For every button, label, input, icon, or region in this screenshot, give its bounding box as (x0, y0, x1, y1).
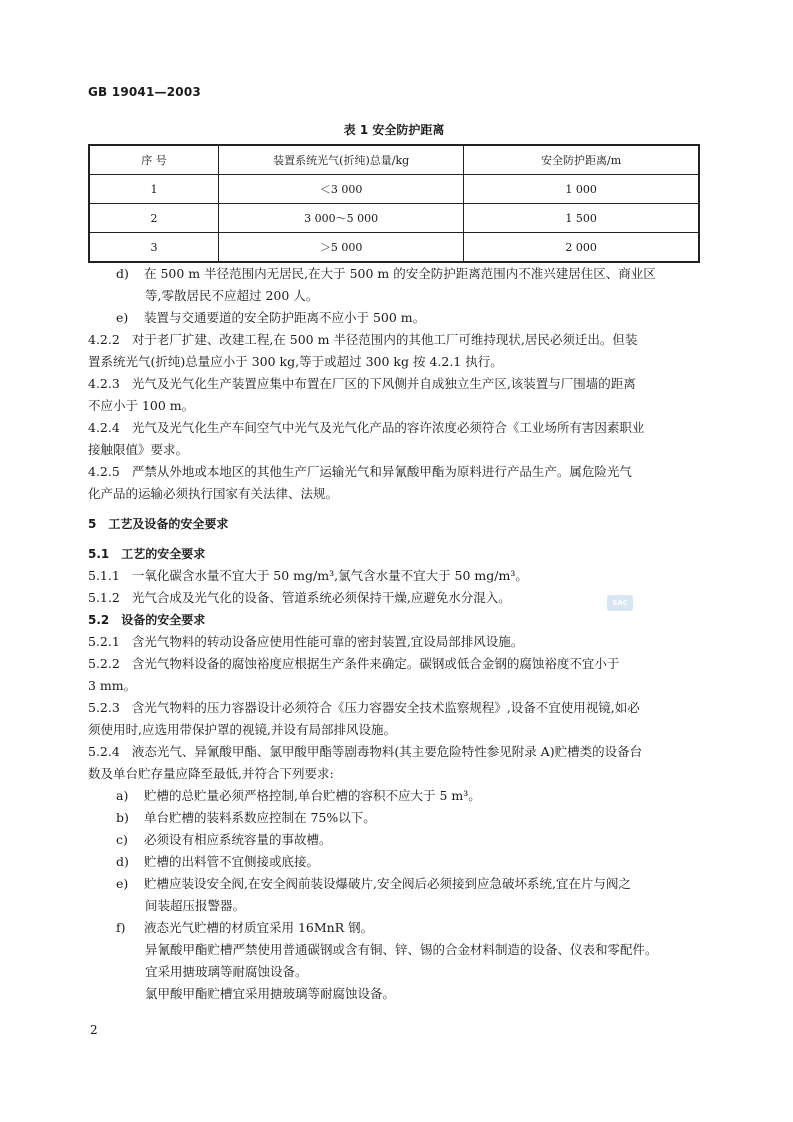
list-label: d) (116, 266, 129, 281)
table-cell: 2 000 (464, 233, 699, 263)
list-text: 单台贮槽的装料系数应控制在 75%以下。 (144, 810, 376, 825)
clause-text: 含光气物料的转动设备应使用性能可靠的密封装置,宜设局部排风设施。 (131, 634, 524, 649)
table-cell: 3 000～5 000 (219, 204, 464, 233)
list-text: 贮槽应装设安全阀,在安全阀前装设爆破片,安全阀后必须接到应急破坏系统,宜在片与阀之 (144, 876, 631, 891)
clause-number: 5.2.4 (88, 744, 120, 759)
document-body (88, 263, 700, 1005)
list-item-f-continuation: 异氰酸甲酯贮槽严禁使用普通碳钢或含有铜、锌、锡的合金材料制造的设备、仪表和零配件。 (145, 942, 658, 957)
clause-text: 一氧化碳含水量不宜大于 50 mg/m³,氯气含水量不宜大于 50 mg/m³。 (131, 568, 528, 583)
clause-5-2-1 (88, 631, 700, 653)
column-header: 安全防护距离/m (464, 145, 699, 175)
clause-text: 对于老厂扩建、改建工程,在 500 m 半径范围内的其他工厂可维持现状,居民必须迁出。但装 (131, 332, 638, 347)
table-header-row (89, 145, 699, 175)
clause-text: 光气及光气化生产车间空气中光气及光气化产品的容许浓度必须符合《工业场所有害因素职业 (131, 420, 645, 435)
list-item-f-continuation: 宜采用搪玻璃等耐腐蚀设备。 (145, 964, 308, 979)
clause-text: 液态光气、异氰酸甲酯、氯甲酸甲酯等剧毒物料(其主要危险特性参见附录 A)贮槽类的设备台 (131, 744, 643, 759)
list-text: 贮槽的总贮量必须严格控制,单台贮槽的容积不应大于 5 m³。 (144, 788, 481, 803)
clause-5-2-2 (88, 653, 700, 675)
column-header: 序 号 (89, 145, 219, 175)
clause-text: 含光气物料设备的腐蚀裕度应根据生产条件来确定。碳钢或低合金钢的腐蚀裕度不宜小于 (131, 656, 620, 671)
clause-continuation: 接触限值》要求。 (88, 442, 189, 457)
clause-5-2-4 (88, 741, 700, 763)
section-number: 5.2 (88, 613, 110, 627)
clause-number: 5.1.2 (88, 590, 120, 605)
table-row (89, 233, 699, 263)
list-item-c (88, 829, 700, 851)
table-cell: 1 500 (464, 204, 699, 233)
column-header: 装置系统光气(折纯)总量/kg (219, 145, 464, 175)
clause-number: 4.2.4 (88, 420, 120, 435)
clause-continuation: 置系统光气(折纯)总量应小于 300 kg,等于或超过 300 kg 按 4.2.1 执行。 (88, 354, 503, 369)
clause-continuation: 化产品的运输必须执行国家有关法律、法规。 (88, 486, 339, 501)
clause-text: 含光气物料的压力容器设计必须符合《压力容器安全技术监察规程》,设备不宜使用视镜,如必 (131, 700, 640, 715)
section-title: 设备的安全要求 (121, 613, 206, 627)
clause-number: 4.2.5 (88, 464, 120, 479)
clause-4-2-3 (88, 373, 700, 395)
clause-number: 5.2.2 (88, 656, 120, 671)
list-label: c) (116, 832, 128, 847)
list-item-e (88, 873, 700, 895)
table-title: 表 1 安全防护距离 (343, 123, 445, 137)
clause-number: 5.2.3 (88, 700, 120, 715)
list-label: d) (116, 854, 129, 869)
clause-continuation: 数及单台贮存量应降至最低,并符合下列要求: (88, 766, 334, 781)
table-cell: ＜3 000 (219, 175, 464, 204)
list-text: 必须设有相应系统容量的事故槽。 (144, 832, 332, 847)
clause-4-2-5 (88, 461, 700, 483)
list-item-e (88, 307, 700, 329)
clause-text: 光气及光气化生产装置应集中布置在厂区的下风侧并自成独立生产区,该装置与厂围墙的距离 (131, 376, 636, 391)
clause-text: 严禁从外地或本地区的其他生产厂运输光气和异氰酸甲酯为原料进行产品生产。属危险光气 (131, 464, 632, 479)
table-cell: 3 (89, 233, 219, 263)
section-title: 工艺的安全要求 (121, 547, 206, 561)
safety-distance-table (88, 144, 700, 263)
clause-number: 5.2.1 (88, 634, 120, 649)
section-5-1-heading (88, 543, 700, 565)
clause-number: 4.2.2 (88, 332, 120, 347)
list-label: e) (116, 876, 129, 891)
list-label: e) (116, 310, 129, 325)
list-item-e-continuation: 间装超压报警器。 (145, 898, 246, 913)
clause-number: 4.2.3 (88, 376, 120, 391)
list-text: 液态光气贮槽的材质宜采用 16MnR 钢。 (144, 920, 374, 935)
section-5-2-heading (88, 609, 700, 631)
clause-4-2-4 (88, 417, 700, 439)
list-label: f) (116, 920, 126, 935)
sac-watermark-logo: SAC (607, 595, 633, 611)
clause-continuation: 3 mm。 (88, 678, 137, 693)
list-label: a) (116, 788, 129, 803)
table-row (89, 175, 699, 204)
clause-text: 光气合成及光气化的设备、管道系统必须保持干燥,应避免水分混入。 (131, 590, 511, 605)
list-item-d (88, 851, 700, 873)
standard-code: GB 19041—2003 (88, 85, 201, 99)
section-5-heading (88, 513, 700, 535)
clause-5-1-1 (88, 565, 700, 587)
table-cell: 2 (89, 204, 219, 233)
section-number: 5 (88, 517, 97, 531)
clause-continuation: 不应小于 100 m。 (88, 398, 195, 413)
list-label: b) (116, 810, 129, 825)
list-item-a (88, 785, 700, 807)
table-row (89, 204, 699, 233)
list-text: 装置与交通要道的安全防护距离不应小于 500 m。 (144, 310, 426, 325)
list-text: 在 500 m 半径范围内无居民,在大于 500 m 的安全防护距离范围内不准兴建居住区、商业区 (144, 266, 656, 281)
section-number: 5.1 (88, 547, 110, 561)
list-item-d-continuation: 等,零散居民不应超过 200 人。 (145, 288, 319, 303)
clause-4-2-2 (88, 329, 700, 351)
page-number: 2 (90, 1023, 98, 1037)
table-cell: 1 (89, 175, 219, 204)
list-item-d (88, 263, 700, 285)
table-cell: ＞5 000 (219, 233, 464, 263)
section-title: 工艺及设备的安全要求 (108, 517, 229, 531)
list-item-f-continuation: 氯甲酸甲酯贮槽宜采用搪玻璃等耐腐蚀设备。 (145, 986, 396, 1001)
list-text: 贮槽的出料管不宜侧接或底接。 (144, 854, 320, 869)
list-item-f (88, 917, 700, 939)
list-item-b (88, 807, 700, 829)
clause-number: 5.1.1 (88, 568, 120, 583)
clause-continuation: 须使用时,应选用带保护罩的视镜,并设有局部排风设施。 (88, 722, 396, 737)
clause-5-2-3 (88, 697, 700, 719)
table-cell: 1 000 (464, 175, 699, 204)
